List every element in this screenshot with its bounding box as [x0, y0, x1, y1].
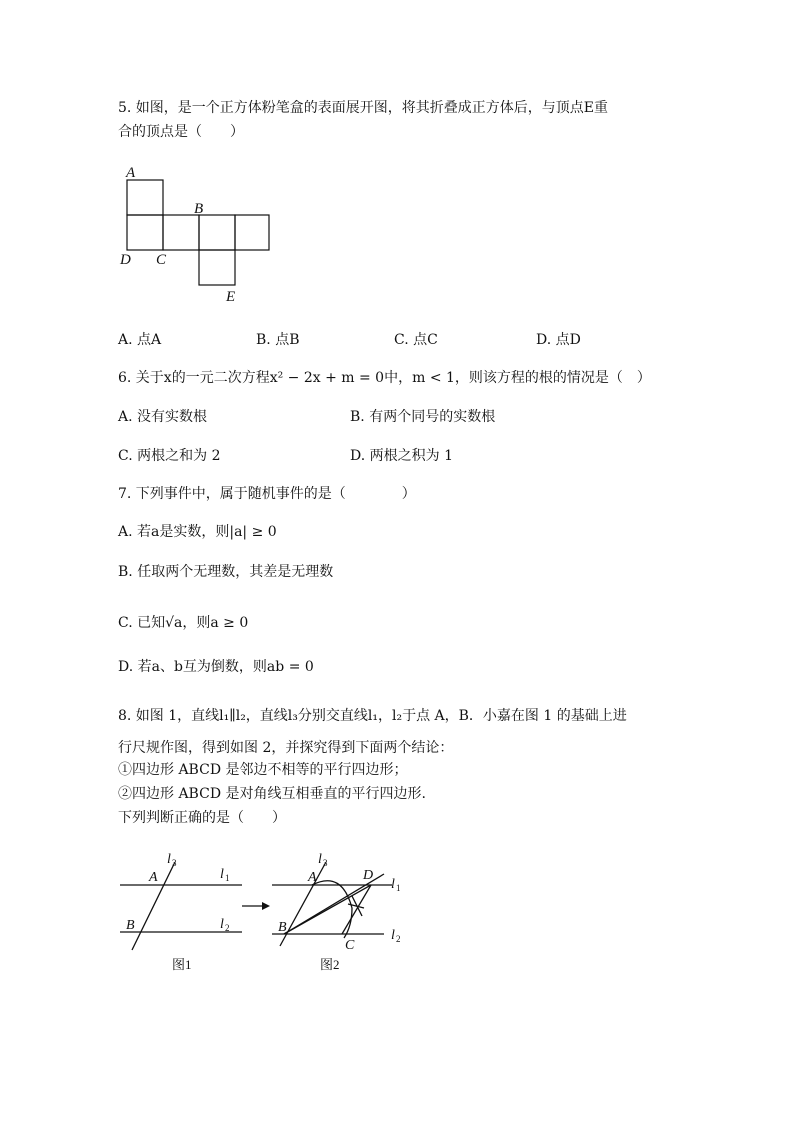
- q5-option-a: A. 点A: [118, 332, 162, 348]
- fig2-label-d: D: [363, 868, 374, 883]
- q5-stem-line1: 5. 如图，是一个正方体粉笔盒的表面展开图，将其折叠成正方体后，与顶点E重: [118, 100, 609, 116]
- fig1-caption: 图1: [172, 957, 192, 972]
- fig1-label-b: B: [126, 918, 135, 933]
- fig2-arc: [312, 881, 352, 938]
- fig1-label-l1: l: [220, 867, 224, 882]
- net-label-d: D: [120, 252, 131, 268]
- net-label-c: C: [156, 252, 167, 268]
- q6-option-c: C. 两根之和为 2: [118, 448, 221, 464]
- net-square-3: [199, 215, 235, 250]
- net-square-4: [235, 215, 269, 250]
- q7-stem: 7. 下列事件中，属于随机事件的是（ ）: [118, 486, 416, 502]
- fig1-label-a: A: [149, 870, 158, 885]
- figure-2: [272, 862, 392, 946]
- cube-net-figure: [112, 160, 282, 310]
- fig2-label-l3: l: [318, 852, 322, 867]
- q7-option-b: B. 任取两个无理数，其差是无理数: [118, 564, 334, 580]
- q5-option-d: D. 点D: [536, 332, 581, 348]
- net-square-1: [127, 215, 163, 250]
- fig2-label-l2: l: [391, 928, 395, 943]
- transform-arrow: [242, 902, 270, 910]
- fig2-label-b: B: [278, 920, 287, 935]
- q6-option-b: B. 有两个同号的实数根: [350, 409, 496, 425]
- q8-stem-line1: 8. 如图 1，直线l₁∥l₂，直线l₃分别交直线l₁，l₂于点 A，B．小嘉在图 1 的基础上进: [118, 708, 627, 724]
- q6-option-d: D. 两根之积为 1: [350, 448, 453, 464]
- net-label-b: B: [194, 201, 204, 217]
- q8-judgement-prompt: 下列判断正确的是（ ）: [118, 810, 286, 826]
- q8-stem-line2: 行尺规作图，得到如图 2，并探究得到下面两个结论：: [118, 740, 454, 756]
- fig2-caption: 图2: [320, 957, 340, 972]
- fig2-label-c: C: [345, 938, 355, 953]
- net-label-a: A: [126, 165, 136, 181]
- fig1-label-l2: l: [220, 917, 224, 932]
- q5-option-b: B. 点B: [256, 332, 300, 348]
- fig2-label-l1: l: [391, 877, 395, 892]
- q7-option-a: A. 若a是实数，则|a| ≥ 0: [118, 524, 277, 540]
- q7-option-c: C. 已知√a，则a ≥ 0: [118, 615, 249, 631]
- net-label-e: E: [226, 289, 236, 305]
- q6-stem: 6. 关于x的一元二次方程x² − 2x + m = 0中，m < 1，则该方程的根的情况是（ ）: [118, 370, 651, 386]
- net-square-2: [163, 215, 199, 250]
- q8-conclusion-2: ②四边形 ABCD 是对角线互相垂直的平行四边形.: [118, 786, 426, 802]
- fig2-label-l3-sub: 3: [323, 858, 328, 868]
- q5-option-c: C. 点C: [394, 332, 438, 348]
- fig1-label-l3: l: [167, 852, 171, 867]
- q8-figures: [112, 848, 412, 978]
- q6-option-a: A. 没有实数根: [118, 409, 208, 425]
- fig2-ray-bd: [284, 874, 384, 934]
- fig1-label-l2-sub: 2: [225, 923, 230, 933]
- net-square-top: [127, 180, 163, 215]
- fig1-label-l3-sub: 3: [172, 858, 177, 868]
- q8-conclusion-1: ①四边形 ABCD 是邻边不相等的平行四边形；: [118, 762, 408, 778]
- q5-stem-line2: 合的顶点是（ ）: [118, 124, 244, 140]
- fig2-label-a: A: [308, 870, 317, 885]
- fig2-label-l2-sub: 2: [396, 934, 401, 944]
- q7-option-d: D. 若a、b互为倒数，则ab = 0: [118, 659, 314, 675]
- fig2-label-l1-sub: 1: [396, 883, 401, 893]
- net-square-bottom: [199, 250, 235, 285]
- fig1-label-l1-sub: 1: [225, 873, 230, 883]
